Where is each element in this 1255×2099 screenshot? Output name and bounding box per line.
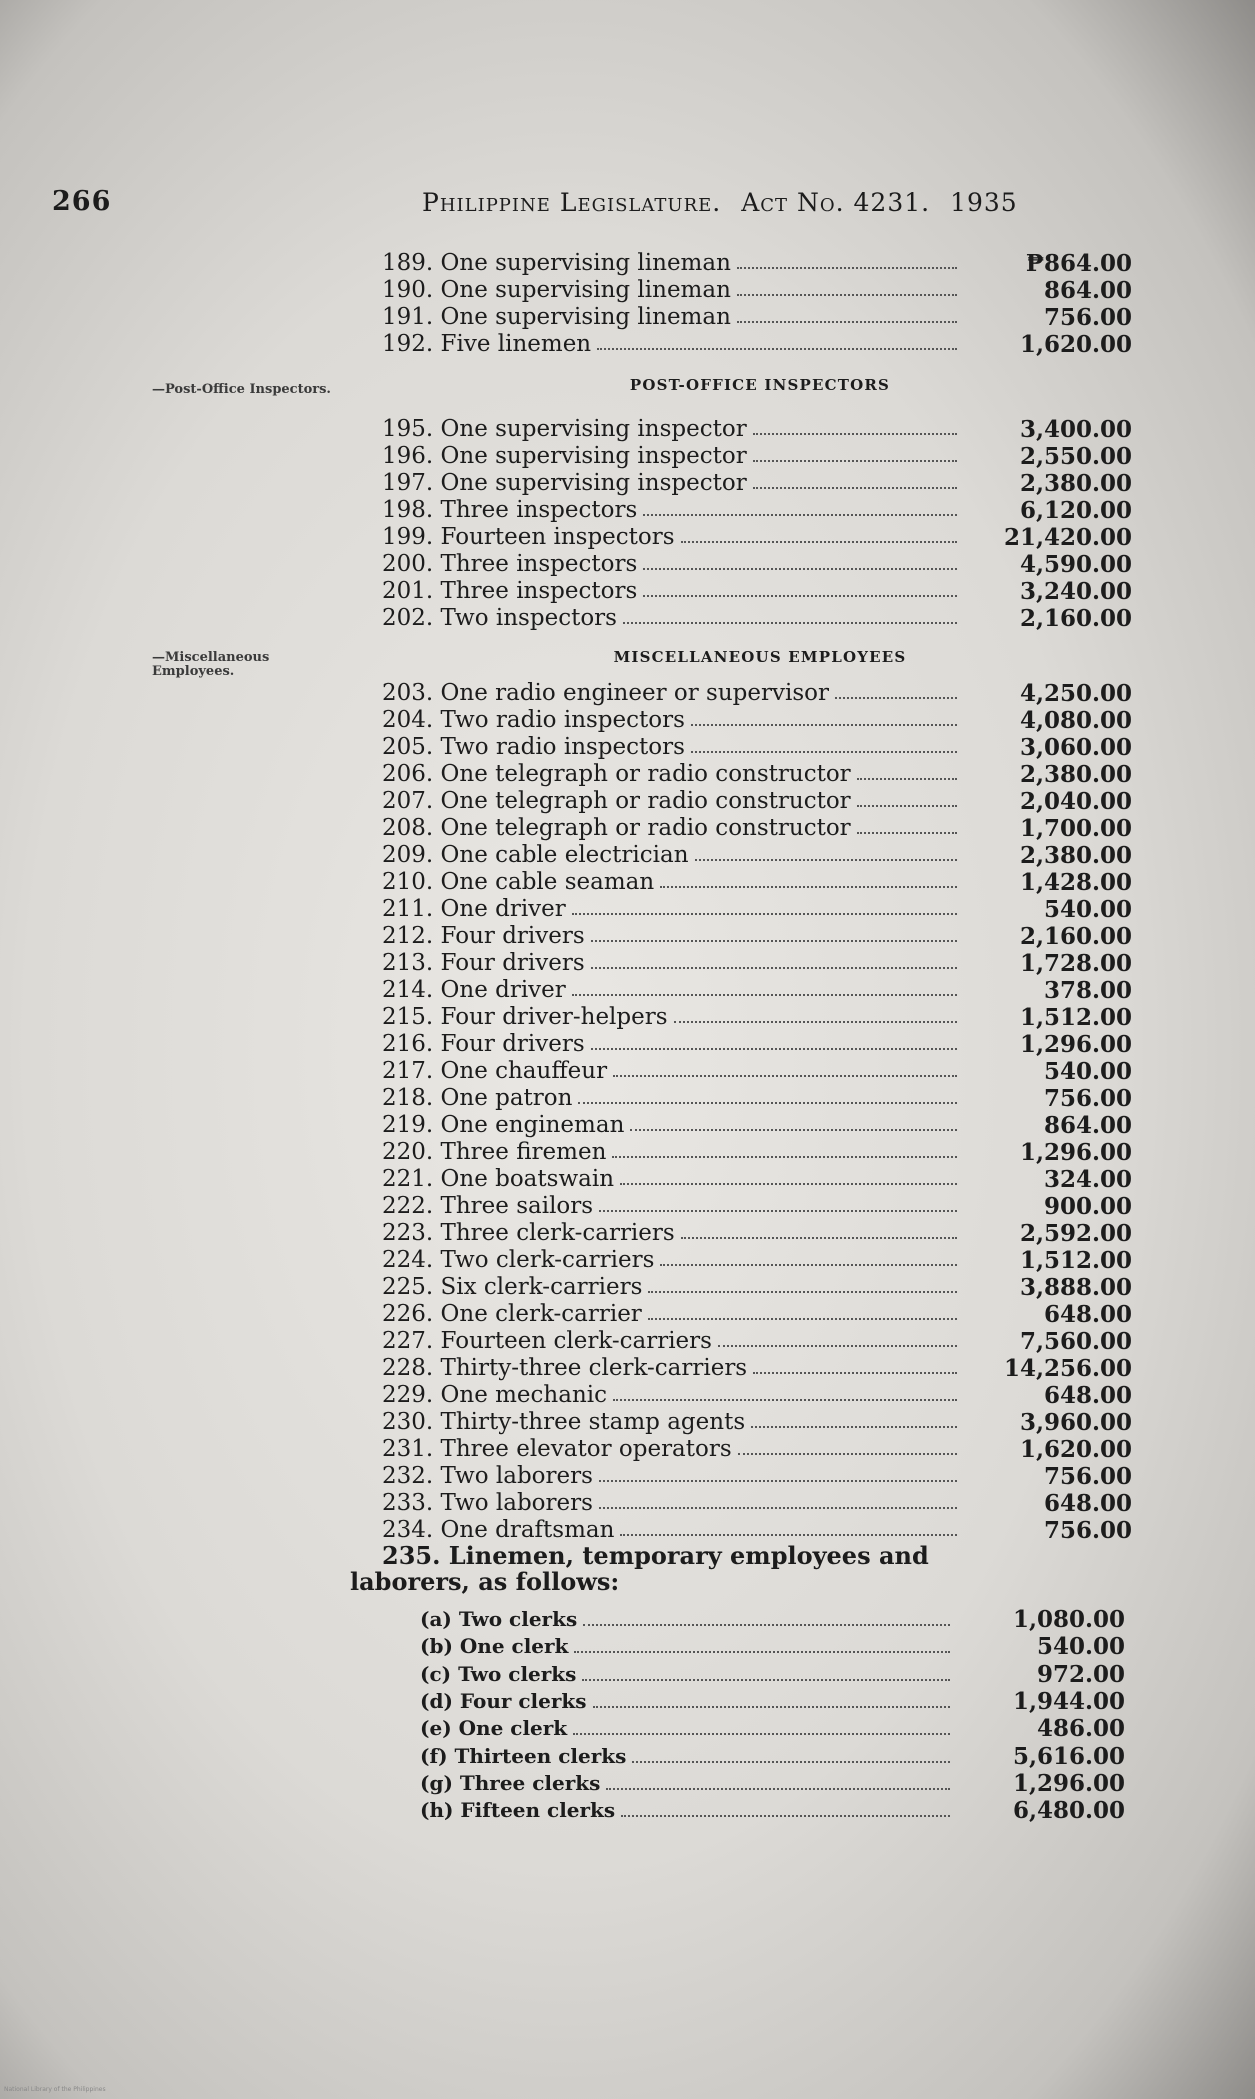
dot-leader [620,1534,957,1536]
line-item [382,304,1132,331]
line-item-amount: 2,380.00 [1019,761,1132,788]
dot-leader [751,1426,957,1428]
line-item-label: (d) Four clerks [420,1688,587,1713]
line-item [420,1715,1125,1742]
line-item [382,1220,1132,1247]
dot-leader [606,1788,950,1790]
line-item [382,1058,1132,1085]
line-item-label: 198. Three inspectors [382,497,638,523]
dot-leader [591,1048,957,1050]
dot-leader [591,940,957,942]
line-item [420,1770,1125,1797]
line-item-label: 233. Two laborers [382,1490,593,1516]
line-item-label: 225. Six clerk-carriers [382,1274,643,1300]
line-item-label: 224. Two clerk-carriers [382,1247,655,1273]
running-head [422,188,1018,217]
line-item [420,1633,1125,1660]
side-note-post-office: —Post-Office Inspectors. [152,382,331,397]
line-item-amount: 14,256.00 [1003,1355,1132,1382]
line-item-label: 189. One supervising lineman [382,250,731,276]
line-item-label: 221. One boatswain [382,1166,615,1192]
line-item [382,605,1132,632]
dot-leader [612,1156,957,1158]
line-item [382,1517,1132,1544]
line-item-amount: 2,380.00 [1019,842,1132,869]
line-item-amount: 486.00 [1036,1715,1125,1743]
dot-leader [591,967,957,969]
dot-leader [753,1372,957,1374]
line-item [382,923,1132,950]
line-item [382,1193,1132,1220]
line-item [382,524,1132,551]
running-head-act: Act No. 4231. [741,188,931,217]
line-item-label: 196. One supervising inspector [382,443,747,469]
line-item-label: 223. Three clerk-carriers [382,1220,675,1246]
line-item-label: 201. Three inspectors [382,578,638,604]
line-item-amount: 648.00 [1043,1301,1132,1328]
dot-leader [660,1264,957,1266]
line-item-amount: 972.00 [1036,1660,1125,1688]
line-item [420,1606,1125,1633]
line-item-label: (b) One clerk [420,1634,569,1659]
line-item-amount: 324.00 [1043,1166,1132,1193]
dot-leader [599,1507,957,1509]
dot-leader [857,778,957,780]
line-item-label: 219. One engineman [382,1112,625,1138]
dot-leader [753,433,957,435]
line-item-label: 204. Two radio inspectors [382,707,685,733]
line-item-amount: 1,728.00 [1019,950,1132,977]
line-item-amount: 4,590.00 [1019,551,1132,578]
line-item [382,761,1132,788]
dot-leader [695,859,957,861]
dot-leader [593,1706,950,1708]
line-item-label: 211. One driver [382,896,566,922]
line-item-label: 205. Two radio inspectors [382,734,685,760]
dot-leader [648,1318,957,1320]
line-item-label: 199. Fourteen inspectors [382,524,675,550]
dot-leader [643,514,957,516]
line-item-label: 202. Two inspectors [382,605,617,631]
line-item-amount: 900.00 [1043,1193,1132,1220]
line-item [382,1085,1132,1112]
line-item-label: 208. One telegraph or radio constructor [382,815,851,841]
dot-leader [718,1345,957,1347]
dot-leader [623,622,957,624]
dot-leader [737,321,957,323]
line-item-amount: 864.00 [1043,277,1132,304]
heading-miscellaneous-employees: MISCELLANEOUS EMPLOYEES [613,648,907,666]
line-item-label: 216. Four drivers [382,1031,585,1057]
line-item-label: (h) Fifteen clerks [420,1798,616,1823]
line-item [382,1490,1132,1517]
line-item [382,707,1132,734]
line-item [382,1166,1132,1193]
line-item-label: 191. One supervising lineman [382,304,731,330]
dot-leader [681,1237,957,1239]
dot-leader [599,1210,957,1212]
dot-leader [632,1761,950,1763]
dot-leader [597,348,957,350]
line-item [382,788,1132,815]
dot-leader [691,751,957,753]
dot-leader [737,294,957,296]
line-item-amount: 2,160.00 [1019,605,1132,632]
line-item [382,551,1132,578]
line-item-amount: 3,888.00 [1019,1274,1132,1301]
line-item [382,1436,1132,1463]
line-item-label: 228. Thirty-three clerk-carriers [382,1355,748,1381]
line-item-label: 227. Fourteen clerk-carriers [382,1328,712,1354]
dot-leader [583,1624,950,1626]
dot-leader [574,1651,950,1653]
line-item-amount: 1,620.00 [1019,1436,1132,1463]
line-item [382,842,1132,869]
line-item [420,1797,1125,1824]
line-item-amount: 756.00 [1043,304,1132,331]
dot-leader [643,568,957,570]
line-item [382,443,1132,470]
dot-leader [621,1815,950,1817]
line-item-amount: 756.00 [1043,1517,1132,1544]
line-item-amount: 1,944.00 [1012,1687,1125,1715]
dot-leader [572,994,957,996]
line-item-label: 217. One chauffeur [382,1058,608,1084]
line-item-label: (e) One clerk [420,1716,568,1741]
line-item-label: (a) Two clerks [420,1607,578,1631]
line-item [382,331,1132,358]
running-head-title: Philippine Legislature. [422,188,722,217]
line-item-amount: ₱864.00 [1025,250,1132,277]
line-item [382,1328,1132,1355]
line-item-label: 226. One clerk-carrier [382,1301,642,1327]
line-item-label: 207. One telegraph or radio constructor [382,788,851,814]
footer-watermark: National Library of the Philippines [4,2086,106,2093]
page-number: 266 [52,186,112,217]
line-item-amount: 1,296.00 [1012,1769,1125,1797]
line-item-amount: 1,512.00 [1019,1247,1132,1274]
line-item-label: 218. One patron [382,1085,573,1111]
line-item [382,1301,1132,1328]
line-item [420,1661,1125,1688]
line-item-amount: 540.00 [1043,896,1132,923]
line-item [382,578,1132,605]
line-item-amount: 2,040.00 [1019,788,1132,815]
line-item-label: 195. One supervising inspector [382,416,747,442]
item-235-line2: laborers, as follows: [350,1567,620,1596]
line-item-amount: 378.00 [1043,977,1132,1004]
line-item-label: 215. Four driver-helpers [382,1004,668,1030]
line-item-amount: 1,620.00 [1019,331,1132,358]
line-item-amount: 864.00 [1043,1112,1132,1139]
line-item-label: 222. Three sailors [382,1193,594,1219]
line-item-label: 206. One telegraph or radio constructor [382,761,851,787]
dot-leader [857,832,957,834]
line-item-amount: 3,060.00 [1019,734,1132,761]
dot-leader [753,487,957,489]
dot-leader [753,460,957,462]
line-item [382,896,1132,923]
line-item-label: 232. Two laborers [382,1463,593,1489]
dot-leader [573,1733,950,1735]
line-item-label: (g) Three clerks [420,1770,601,1795]
line-item-label: 231. Three elevator operators [382,1436,732,1462]
line-item [382,1382,1132,1409]
line-item [382,1463,1132,1490]
line-item-label: 214. One driver [382,977,566,1003]
line-item-amount: 3,400.00 [1019,416,1132,443]
line-item-amount: 6,120.00 [1019,497,1132,524]
dot-leader [599,1480,957,1482]
line-item-label: 192. Five linemen [382,331,592,357]
dot-leader [681,541,957,543]
line-item-amount: 6,480.00 [1012,1797,1125,1825]
line-item-amount: 2,160.00 [1019,923,1132,950]
dot-leader [737,267,957,269]
dot-leader [691,724,957,726]
dot-leader [572,913,957,915]
line-item [382,734,1132,761]
dot-leader [835,697,957,699]
line-item [382,1274,1132,1301]
heading-post-office-inspectors: POST-OFFICE INSPECTORS [629,376,891,394]
line-item-label: 210. One cable seaman [382,869,655,895]
line-item-amount: 540.00 [1043,1058,1132,1085]
line-item-label: 213. Four drivers [382,950,585,976]
line-item-amount: 1,296.00 [1019,1031,1132,1058]
line-item-amount: 2,380.00 [1019,470,1132,497]
line-item-amount: 5,616.00 [1012,1742,1125,1770]
dot-leader [643,595,957,597]
dot-leader [578,1102,957,1104]
line-item-amount: 540.00 [1036,1633,1125,1661]
line-item [382,277,1132,304]
line-item-amount: 1,080.00 [1012,1606,1125,1633]
line-item-amount: 7,560.00 [1019,1328,1132,1355]
line-item-label: 209. One cable electrician [382,842,689,868]
line-item [382,497,1132,524]
line-item-label: 229. One mechanic [382,1382,607,1408]
line-item [420,1743,1125,1770]
line-item-amount: 4,080.00 [1019,707,1132,734]
item-235-line1: 235. Linemen, temporary employees and [382,1541,929,1570]
line-item-amount: 1,296.00 [1019,1139,1132,1166]
line-item [382,250,1132,277]
line-item [382,680,1132,707]
dot-leader [582,1679,950,1681]
line-item-label: 212. Four drivers [382,923,585,949]
line-item-label: (f) Thirteen clerks [420,1743,627,1768]
line-item-label: 200. Three inspectors [382,551,638,577]
dot-leader [620,1183,957,1185]
line-item [420,1688,1125,1715]
line-item-amount: 2,592.00 [1019,1220,1132,1247]
line-item-amount: 648.00 [1043,1490,1132,1517]
line-item-amount: 3,240.00 [1019,578,1132,605]
line-item-amount: 2,550.00 [1019,443,1132,470]
line-item-amount: 21,420.00 [1003,524,1132,551]
line-item [382,977,1132,1004]
line-item [382,1031,1132,1058]
line-item [382,416,1132,443]
line-item [382,1247,1132,1274]
dot-leader [857,805,957,807]
line-item-amount: 648.00 [1043,1382,1132,1409]
dot-leader [630,1129,957,1131]
dot-leader [648,1291,957,1293]
line-item-label: 220. Three firemen [382,1139,607,1165]
side-note-miscellaneous: —Miscellaneous Employees. [152,650,270,679]
dot-leader [738,1453,957,1455]
line-item-amount: 756.00 [1043,1085,1132,1112]
line-item [382,1355,1132,1382]
line-item-amount: 3,960.00 [1019,1409,1132,1436]
line-item [382,1112,1132,1139]
line-item-amount: 1,512.00 [1019,1004,1132,1031]
line-item [382,1409,1132,1436]
line-item-label: 197. One supervising inspector [382,470,747,496]
dot-leader [613,1399,957,1401]
line-item [382,815,1132,842]
dot-leader [674,1021,957,1023]
line-item [382,470,1132,497]
line-item [382,1139,1132,1166]
line-item-amount: 1,428.00 [1019,869,1132,896]
line-item-label: 230. Thirty-three stamp agents [382,1409,746,1435]
line-item [382,869,1132,896]
dot-leader [660,886,957,888]
line-item-amount: 1,700.00 [1019,815,1132,842]
line-item-label: (c) Two clerks [420,1661,577,1686]
line-item-amount: 756.00 [1043,1463,1132,1490]
line-item [382,1004,1132,1031]
line-item-label: 234. One draftsman [382,1517,615,1543]
line-item-label: 190. One supervising lineman [382,277,731,303]
line-item-amount: 4,250.00 [1019,680,1132,707]
dot-leader [613,1075,957,1077]
running-head-year: 1935 [950,188,1018,217]
line-item [382,950,1132,977]
line-item-label: 203. One radio engineer or supervisor [382,680,829,706]
